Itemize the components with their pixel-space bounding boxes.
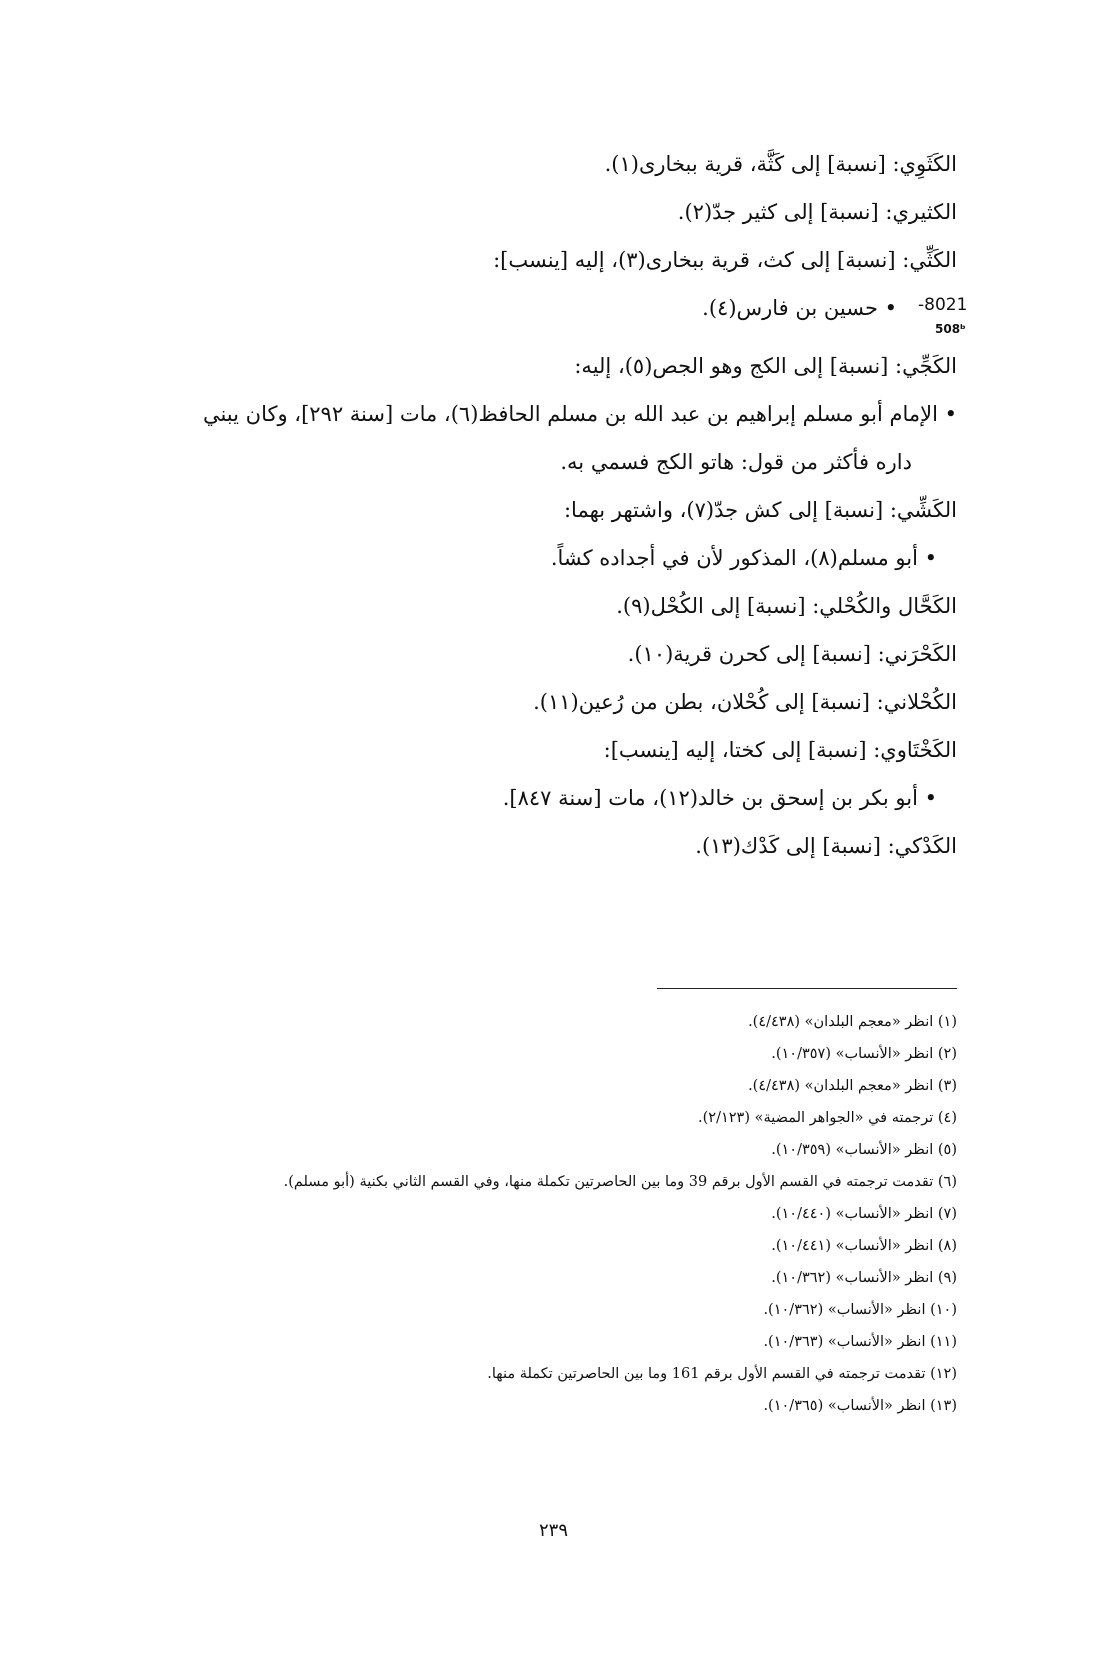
person-husayn-bin-faris: • حسين بن فارس(٤). (702, 296, 897, 320)
footnote: (١١) انظر «الأنساب» (١٠/٣٦٣). (763, 1334, 957, 1350)
entry-kahrani: الكَحْرَني: [نسبة] إلى كحرن قرية(١٠). (627, 642, 957, 666)
entry-kajji: الكَجِّي: [نسبة] إلى الكج وهو الجص(٥)، إليه: (574, 354, 957, 378)
footnote: (١٣) انظر «الأنساب» (١٠/٣٦٥). (763, 1398, 957, 1414)
entry-kakhtawi: الكَخْتَاوي: [نسبة] إلى كختا، إليه [ينسب]: (603, 738, 957, 762)
person-abu-bakr-bin-ishaq: • أبو بكر بن إسحق بن خالد(١٢)، مات [سنة ٨٤٧]. (502, 786, 937, 810)
footnote-divider (657, 988, 957, 989)
person-abu-muslim-continuation: داره فأكثر من قول: هاتو الكج فسمي به. (560, 450, 912, 474)
person-abu-muslim: • أبو مسلم(٨)، المذكور لأن في أجداده كشاً. (550, 546, 937, 570)
footnote: (٢) انظر «الأنساب» (١٠/٣٥٧). (771, 1046, 957, 1062)
footnote: (٣) انظر «معجم البلدان» (٤/٤٣٨). (748, 1078, 957, 1094)
person-abu-muslim-ibrahim: • الإمام أبو مسلم إبراهيم بن عبد الله بن مسلم الحافظ(٦)، مات [سنة ٢٩٢]، وكان يبني (202, 402, 957, 426)
footnote: (٩) انظر «الأنساب» (١٠/٣٦٢). (771, 1270, 957, 1286)
footnote: (١) انظر «معجم البلدان» (٤/٤٣٨). (748, 1014, 957, 1030)
entry-kathiri: الكثيري: [نسبة] إلى كثير جدّ(٢). (677, 200, 957, 224)
entry-kahhal: الكَحَّال والكُحْلي: [نسبة] إلى الكُحْل(٩). (616, 594, 957, 618)
footnote: (٥) انظر «الأنساب» (١٠/٣٥٩). (771, 1142, 957, 1158)
entry-kaththi: الكَثِّي: [نسبة] إلى كث، قرية ببخارى(٣)، إليه [ينسب]: (493, 248, 957, 272)
entry-kuhlani: الكُحْلاني: [نسبة] إلى كُحْلان، بطن من رُعين(١١). (533, 690, 957, 714)
entry-kathawi: الكَثَوِي: [نسبة] إلى كَثَّة، قرية ببخارى(١). (604, 152, 957, 176)
footnote: (١٠) انظر «الأنساب» (١٠/٣٦٢). (763, 1302, 957, 1318)
footnote: (١٢) تقدمت ترجمته في القسم الأول برقم 161 وما بين الحاصرتين تكملة منها. (487, 1366, 957, 1382)
main-text (117, 140, 957, 870)
margin-entry-number: -8021 (918, 295, 968, 315)
footnotes (127, 1006, 957, 1422)
footnote: (٦) تقدمت ترجمته في القسم الأول برقم 39 وما بين الحاصرتين تكملة منها، وفي القسم الثاني بكنية (أبو مسلم). (283, 1174, 957, 1190)
footnote: (٤) ترجمته في «الجواهر المضية» (٢/١٢٣). (698, 1110, 957, 1126)
entry-kadki: الكَدْكي: [نسبة] إلى كَدْك(١٣). (695, 834, 957, 858)
page-number: ٢٣٩ (538, 1520, 568, 1541)
footnote: (٨) انظر «الأنساب» (١٠/٤٤١). (771, 1238, 957, 1254)
margin-leaf-reference: 508ᵇ (935, 322, 966, 336)
footnote: (٧) انظر «الأنساب» (١٠/٤٤٠). (771, 1206, 957, 1222)
entry-kashshi: الكَشِّي: [نسبة] إلى كش جدّ(٧)، واشتهر بهما: (563, 498, 957, 522)
